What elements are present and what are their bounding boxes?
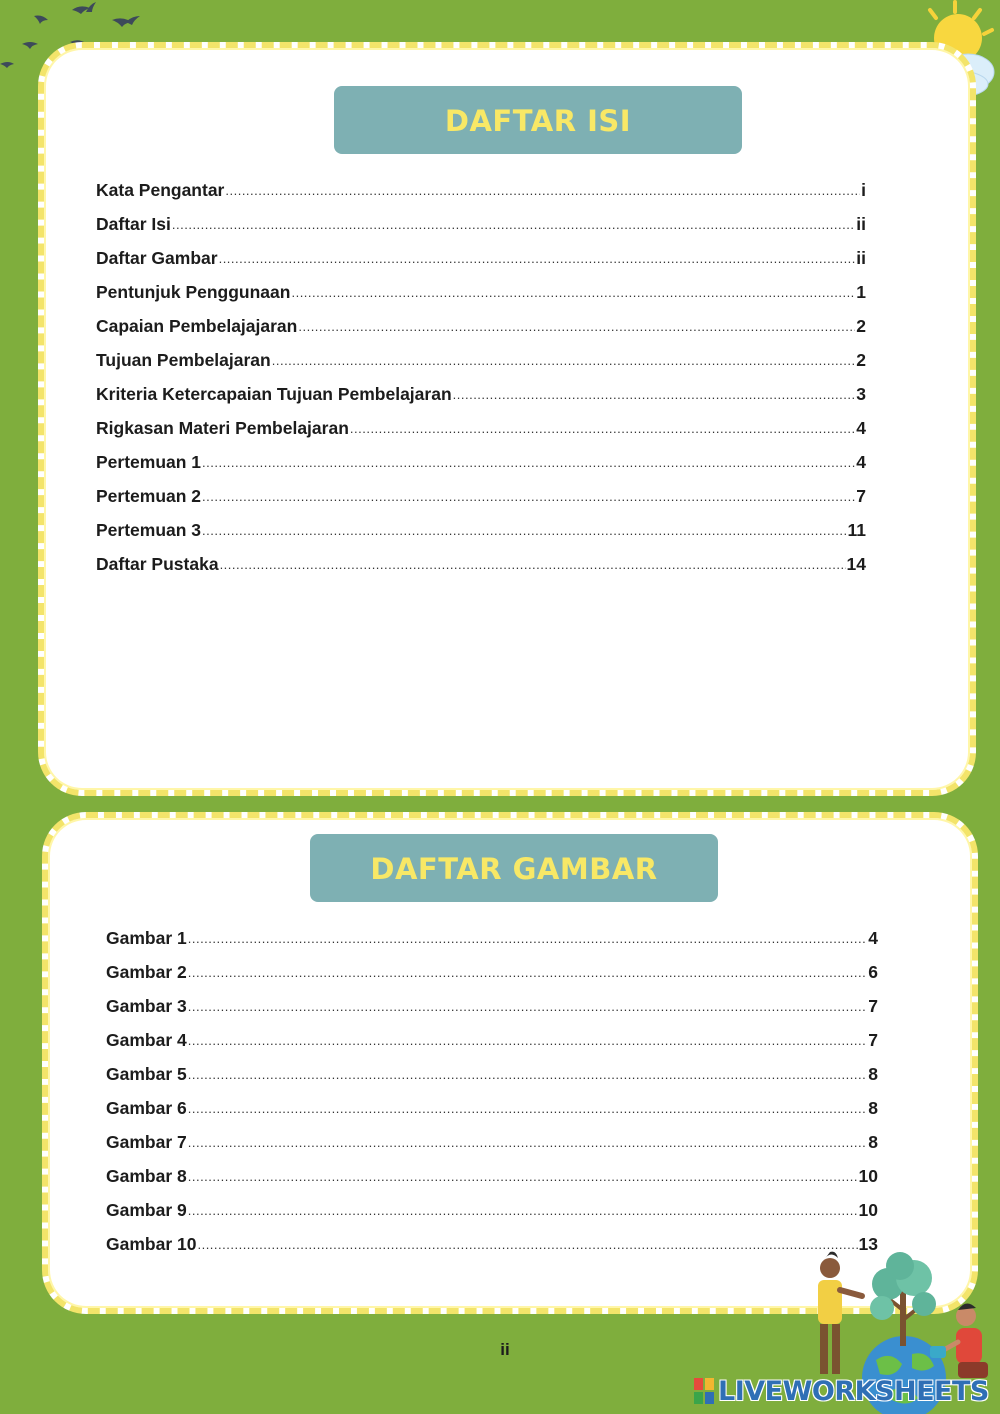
figure-entry [106,1085,878,1119]
toc-list [96,167,866,575]
figure-entry-label: Gambar 4 [106,1030,187,1050]
dot-leader [225,184,860,197]
toc-entry [96,541,866,575]
figure-entry [106,1221,878,1255]
dot-leader [188,1170,858,1183]
figure-entry [106,983,878,1017]
toc-entry-page-number: 11 [847,520,866,540]
toc-entry-page-number: 2 [856,316,866,336]
figure-entry-page-number: 8 [868,1098,878,1118]
figure-entry-label: Gambar 5 [106,1064,187,1084]
dot-leader [220,558,846,571]
toc-entry-label: Tujuan Pembelajaran [96,350,271,370]
toc-entry-page-number: 3 [856,384,866,404]
toc-entry [96,269,866,303]
figures-title: DAFTAR GAMBAR [310,834,718,902]
figures-list [106,915,878,1255]
toc-title: DAFTAR ISI [334,86,742,154]
toc-entry-page-number: ii [856,214,866,234]
dot-leader [202,456,855,469]
dot-leader [172,218,855,231]
dot-leader [188,1000,868,1013]
dot-leader [188,1068,868,1081]
toc-entry-label: Pertemuan 1 [96,452,202,472]
liveworksheets-watermark [694,1374,989,1408]
figures-card [42,812,978,1314]
toc-entry [96,303,866,337]
figure-entry-label: Gambar 2 [106,962,187,982]
figure-entry-label: Gambar 1 [106,928,187,948]
dot-leader [188,1204,858,1217]
watermark-text: LIVEWORKSHEETS [718,1375,989,1407]
figure-entry-page-number: 10 [858,1200,878,1220]
toc-card [38,42,976,796]
toc-entry [96,405,866,439]
figure-entry [106,1153,878,1187]
toc-entry-page-number: 2 [856,350,866,370]
figure-entry-page-number: 8 [868,1064,878,1084]
toc-entry-label: Capaian Pembelajajaran [96,316,298,336]
figure-entry-label: Gambar 7 [106,1132,187,1152]
liveworksheets-logo-icon [694,1378,714,1404]
figure-entry [106,1051,878,1085]
toc-entry [96,201,866,235]
toc-entry-page-number: 4 [856,452,866,472]
toc-entry-page-number: ii [856,248,866,268]
dot-leader [202,490,855,503]
figure-entry-label: Gambar 3 [106,996,187,1016]
figure-entry-page-number: 7 [868,1030,878,1050]
toc-entry-page-number: i [861,180,866,200]
figure-entry-label: Gambar 8 [106,1166,187,1186]
figure-entry [106,1119,878,1153]
figure-entry [106,915,878,949]
dot-leader [197,1238,857,1251]
toc-entry [96,235,866,269]
toc-entry-label: Kriteria Ketercapaian Tujuan Pembelajaran [96,384,452,404]
figure-entry-page-number: 4 [868,928,878,948]
toc-entry-page-number: 4 [856,418,866,438]
figure-entry-page-number: 8 [868,1132,878,1152]
figure-entry [106,1017,878,1051]
figure-entry [106,949,878,983]
dot-leader [188,1034,868,1047]
dot-leader [202,524,846,537]
figure-entry-label: Gambar 6 [106,1098,187,1118]
dot-leader [272,354,856,367]
toc-entry-label: Pertemuan 2 [96,486,202,506]
toc-entry [96,337,866,371]
toc-entry [96,167,866,201]
toc-entry [96,439,866,473]
toc-entry-label: Daftar Isi [96,214,171,234]
toc-entry [96,371,866,405]
page-number: ii [500,1340,510,1359]
toc-entry-page-number: 7 [856,486,866,506]
figure-entry-page-number: 7 [868,996,878,1016]
toc-entry-label: Pertemuan 3 [96,520,202,540]
figure-entry-page-number: 6 [868,962,878,982]
toc-entry-label: Rigkasan Materi Pembelajaran [96,418,349,438]
dot-leader [188,932,868,945]
dot-leader [453,388,856,401]
toc-entry-label: Daftar Pustaka [96,554,219,574]
figure-entry [106,1187,878,1221]
dot-leader [298,320,855,333]
toc-entry-label: Kata Pengantar [96,180,225,200]
toc-entry-page-number: 14 [846,554,866,574]
figure-entry-page-number: 13 [858,1234,878,1254]
toc-entry [96,473,866,507]
toc-entry-label: Pentunjuk Penggunaan [96,282,291,302]
toc-entry-page-number: 1 [856,282,866,302]
figure-entry-label: Gambar 10 [106,1234,197,1254]
figure-entry-page-number: 10 [858,1166,878,1186]
dot-leader [188,1102,868,1115]
dot-leader [219,252,856,265]
dot-leader [188,1136,868,1149]
toc-entry-label: Daftar Gambar [96,248,218,268]
figure-entry-label: Gambar 9 [106,1200,187,1220]
dot-leader [291,286,855,299]
dot-leader [350,422,855,435]
toc-entry [96,507,866,541]
dot-leader [188,966,868,979]
